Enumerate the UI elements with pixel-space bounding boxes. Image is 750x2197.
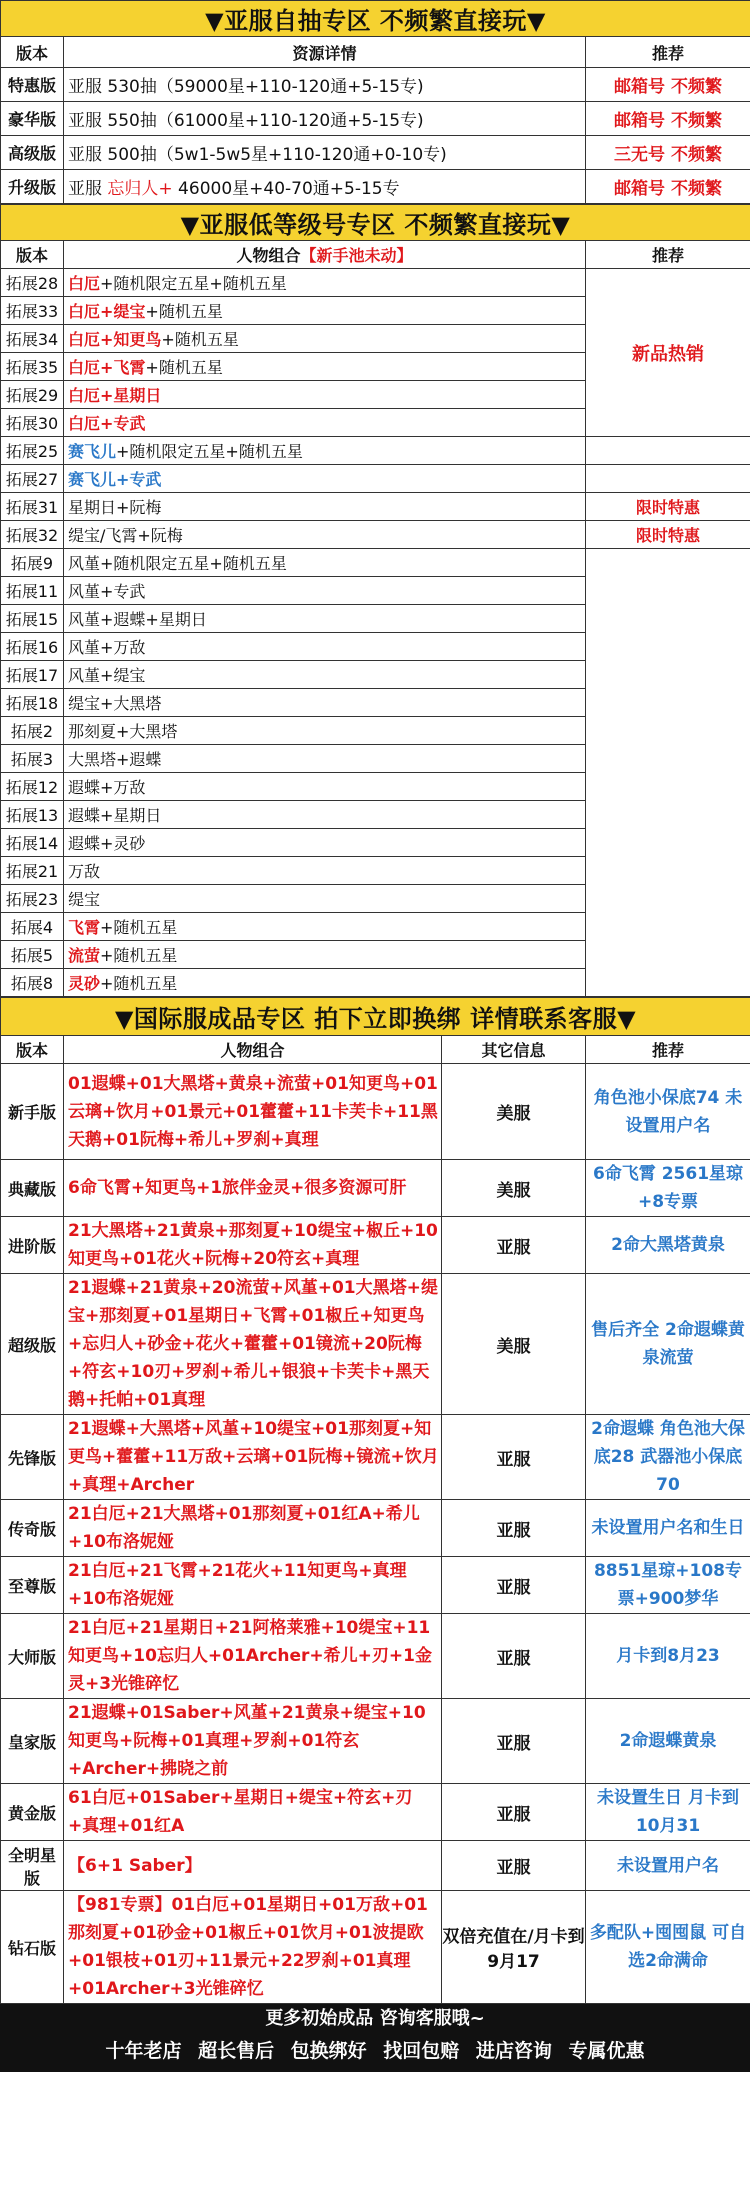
header-recommend: 推荐 xyxy=(586,1036,750,1064)
row-recommend-empty xyxy=(586,465,750,493)
row-combo xyxy=(64,801,586,829)
row-version: 先锋版 xyxy=(1,1415,64,1500)
row-version: 拓展17 xyxy=(1,661,64,689)
row-version: 拓展8 xyxy=(1,969,64,997)
header-resource: 资源详情 xyxy=(64,37,586,68)
row-combo xyxy=(64,549,586,577)
row-version: 黄金版 xyxy=(1,1784,64,1841)
row-combo: 21白厄+21大黑塔+01那刻夏+01红A+希儿+10布洛妮娅 xyxy=(64,1500,442,1557)
table-row xyxy=(1,1217,750,1274)
row-version: 拓展32 xyxy=(1,521,64,549)
table-row xyxy=(1,465,750,493)
combo-part: 万敌 xyxy=(68,862,101,881)
table-row xyxy=(1,1699,750,1784)
combo-part: 遐蝶+万敌 xyxy=(68,778,146,797)
row-combo xyxy=(64,661,586,689)
row-recommend: 未设置生日 月卡到10月31 xyxy=(586,1784,750,1841)
row-recommend: 2命遐蝶黄泉 xyxy=(586,1699,750,1784)
row-combo xyxy=(64,773,586,801)
header-combo: 人物组合 xyxy=(64,1036,442,1064)
rec-empty-block xyxy=(586,549,750,997)
row-other-info: 亚服 xyxy=(442,1557,586,1614)
combo-part: 灵砂 xyxy=(68,974,101,993)
row-recommend: 多配队+囤囤鼠 可自选2命满命 xyxy=(586,1891,750,2004)
row-version: 升级版 xyxy=(1,170,64,204)
table-row xyxy=(1,1614,750,1699)
combo-part: 风堇+万敌 xyxy=(68,638,146,657)
row-combo xyxy=(64,829,586,857)
combo-part: 星期日+阮梅 xyxy=(68,498,162,517)
combo-part: +随机限定五星+随机五星 xyxy=(116,442,303,461)
row-other-info: 亚服 xyxy=(442,1217,586,1274)
row-recommend: 2命遐蝶 角色池大保底28 武器池小保底70 xyxy=(586,1415,750,1500)
combo-part: 大黑塔+遐蝶 xyxy=(68,750,162,769)
combo-part: +随机限定五星+随机五星 xyxy=(100,274,287,293)
header-version: 版本 xyxy=(1,37,64,68)
detail-text: 亚服 xyxy=(68,179,108,199)
row-version: 新手版 xyxy=(1,1064,64,1160)
row-recommend: 邮箱号 不频繁 xyxy=(586,102,750,136)
row-version: 典藏版 xyxy=(1,1160,64,1217)
row-version: 拓展29 xyxy=(1,381,64,409)
header-combo-note: 【新手池未动】 xyxy=(300,246,413,265)
row-recommend: 售后齐全 2命遐蝶黄泉流萤 xyxy=(586,1274,750,1415)
row-version: 钻石版 xyxy=(1,1891,64,2004)
combo-part: 赛飞儿+专武 xyxy=(68,470,162,489)
combo-part: 流萤 xyxy=(68,946,101,965)
row-detail xyxy=(64,102,586,136)
row-version: 拓展16 xyxy=(1,633,64,661)
row-recommend: 邮箱号 不频繁 xyxy=(586,170,750,204)
table-row xyxy=(1,68,750,102)
row-version: 特惠版 xyxy=(1,68,64,102)
row-combo xyxy=(64,689,586,717)
row-version: 拓展2 xyxy=(1,717,64,745)
row-combo: 01遐蝶+01大黑塔+黄泉+流萤+01知更鸟+01云璃+饮月+01景元+01藿藿+11卡芙卡+11黑天鹅+01阮梅+希儿+罗刹+真理 xyxy=(64,1064,442,1160)
row-combo xyxy=(64,633,586,661)
table-row xyxy=(1,1274,750,1415)
row-recommend: 角色池小保底74 未设置用户名 xyxy=(586,1064,750,1160)
row-combo xyxy=(64,969,586,997)
table-row xyxy=(1,493,750,521)
row-combo: 6命飞霄+知更鸟+1旅伴金灵+很多资源可肝 xyxy=(64,1160,442,1217)
combo-part: 遐蝶+星期日 xyxy=(68,806,162,825)
row-combo xyxy=(64,857,586,885)
combo-part: 那刻夏+大黑塔 xyxy=(68,722,178,741)
row-detail xyxy=(64,170,586,204)
section1-table xyxy=(0,0,750,204)
row-combo xyxy=(64,605,586,633)
row-version: 皇家版 xyxy=(1,1699,64,1784)
row-version: 拓展15 xyxy=(1,605,64,633)
row-other-info: 亚服 xyxy=(442,1415,586,1500)
row-combo xyxy=(64,465,586,493)
row-version: 传奇版 xyxy=(1,1500,64,1557)
detail-text: 亚服 530抽（59000星+110-120通+5-15专) xyxy=(68,77,424,97)
combo-part: 缇宝+大黑塔 xyxy=(68,694,162,713)
row-recommend: 未设置用户名 xyxy=(586,1841,750,1891)
row-combo: 【6+1 Saber】 xyxy=(64,1841,442,1891)
table-row xyxy=(1,102,750,136)
rec-limited-offer: 限时特惠 xyxy=(586,521,750,549)
combo-part: 赛飞儿 xyxy=(68,442,117,461)
row-combo: 21遐蝶+21黄泉+20流萤+风堇+01大黑塔+缇宝+那刻夏+01星期日+飞霄+01椒丘+知更鸟+忘归人+砂金+花火+藿藿+01镜流+20阮梅+符玄+10刃+罗刹+希儿+银狼+卡芙卡+黑天鹅+托帕+01真理 xyxy=(64,1274,442,1415)
combo-part: 白厄+星期日 xyxy=(68,386,162,405)
row-other-info: 亚服 xyxy=(442,1841,586,1891)
footer-line1: 更多初始成品 咨询客服哦~ xyxy=(265,2008,485,2029)
combo-part: 飞霄 xyxy=(68,918,101,937)
row-combo xyxy=(64,885,586,913)
row-combo xyxy=(64,381,586,409)
row-version: 全明星版 xyxy=(1,1841,64,1891)
row-combo: 21遐蝶+大黑塔+风堇+10缇宝+01那刻夏+知更鸟+藿藿+11万敌+云璃+01阮梅+镜流+饮月+真理+Archer xyxy=(64,1415,442,1500)
header-combo: 人物组合【新手池未动】 xyxy=(64,241,586,269)
row-other-info: 亚服 xyxy=(442,1500,586,1557)
row-version: 拓展18 xyxy=(1,689,64,717)
row-combo xyxy=(64,325,586,353)
row-detail xyxy=(64,136,586,170)
row-version: 拓展13 xyxy=(1,801,64,829)
detail-text: 亚服 500抽（5w1-5w5星+110-120通+0-10专) xyxy=(68,145,447,165)
row-other-info: 美服 xyxy=(442,1160,586,1217)
row-version: 拓展28 xyxy=(1,269,64,297)
rec-limited-offer: 限时特惠 xyxy=(586,493,750,521)
row-version: 豪华版 xyxy=(1,102,64,136)
combo-part: +随机五星 xyxy=(145,302,223,321)
combo-part: +随机五星 xyxy=(100,946,178,965)
row-recommend: 邮箱号 不频繁 xyxy=(586,68,750,102)
combo-part: 风堇+缇宝 xyxy=(68,666,146,685)
table-row xyxy=(1,1064,750,1160)
combo-part: +随机五星 xyxy=(100,918,178,937)
row-combo xyxy=(64,913,586,941)
row-other-info: 亚服 xyxy=(442,1614,586,1699)
row-version: 拓展23 xyxy=(1,885,64,913)
row-version: 拓展27 xyxy=(1,465,64,493)
combo-part: 白厄+专武 xyxy=(68,414,146,433)
detail-text: 亚服 550抽（61000星+110-120通+5-15专) xyxy=(68,111,424,131)
row-combo xyxy=(64,493,586,521)
table-row xyxy=(1,170,750,204)
row-version: 拓展25 xyxy=(1,437,64,465)
row-other-info: 亚服 xyxy=(442,1699,586,1784)
table-row xyxy=(1,1415,750,1500)
row-version: 拓展3 xyxy=(1,745,64,773)
row-detail xyxy=(64,68,586,102)
table-row xyxy=(1,437,750,465)
row-recommend-empty xyxy=(586,437,750,465)
table-row xyxy=(1,521,750,549)
row-combo xyxy=(64,521,586,549)
combo-part: 白厄+飞霄 xyxy=(68,358,146,377)
combo-part: 缇宝/飞霄+阮梅 xyxy=(68,526,183,545)
combo-part: 风堇+随机限定五星+随机五星 xyxy=(68,554,287,573)
section2-table xyxy=(0,204,750,997)
section3-banner: ▼国际服成品专区 拍下立即换绑 详情联系客服▼ xyxy=(1,998,750,1036)
row-version: 高级版 xyxy=(1,136,64,170)
row-combo: 61白厄+01Saber+星期日+缇宝+符玄+刃+真理+01红A xyxy=(64,1784,442,1841)
table-row xyxy=(1,1841,750,1891)
row-combo xyxy=(64,941,586,969)
footer xyxy=(0,2004,750,2072)
row-recommend: 8851星琼+108专票+900梦华 xyxy=(586,1557,750,1614)
combo-part: 白厄+缇宝 xyxy=(68,302,146,321)
detail-highlight: 忘归人+ xyxy=(107,179,173,199)
footer-line2: 十年老店 超长售后 包换绑好 找回包赔 进店咨询 专属优惠 xyxy=(105,2040,645,2062)
row-version: 超级版 xyxy=(1,1274,64,1415)
row-combo xyxy=(64,717,586,745)
row-version: 大师版 xyxy=(1,1614,64,1699)
row-other-info: 美服 xyxy=(442,1274,586,1415)
section3-table xyxy=(0,997,750,2004)
table-row xyxy=(1,1784,750,1841)
row-version: 拓展4 xyxy=(1,913,64,941)
rec-hot-sale: 新品热销 xyxy=(586,269,750,437)
row-combo: 【981专票】01白厄+01星期日+01万敌+01那刻夏+01砂金+01椒丘+01饮月+01波提欧+01银枝+01刃+11景元+22罗刹+01真理+01Archer+3光锥碎忆 xyxy=(64,1891,442,2004)
row-other-info: 双倍充值在/月卡到9月17 xyxy=(442,1891,586,2004)
table-row xyxy=(1,1500,750,1557)
row-combo: 21遐蝶+01Saber+风堇+21黄泉+缇宝+10知更鸟+阮梅+01真理+罗刹+01符玄+Archer+拂晓之前 xyxy=(64,1699,442,1784)
combo-part: 风堇+遐蝶+星期日 xyxy=(68,610,207,629)
row-recommend: 2命大黑塔黄泉 xyxy=(586,1217,750,1274)
header-other: 其它信息 xyxy=(442,1036,586,1064)
row-other-info: 亚服 xyxy=(442,1784,586,1841)
row-recommend: 月卡到8月23 xyxy=(586,1614,750,1699)
row-version: 拓展12 xyxy=(1,773,64,801)
table-row xyxy=(1,549,750,577)
row-combo xyxy=(64,577,586,605)
combo-part: 白厄+知更鸟 xyxy=(68,330,162,349)
header-recommend: 推荐 xyxy=(586,241,750,269)
section2-banner: ▼亚服低等级号专区 不频繁直接玩▼ xyxy=(1,205,750,241)
row-recommend: 三无号 不频繁 xyxy=(586,136,750,170)
row-version: 拓展9 xyxy=(1,549,64,577)
header-recommend: 推荐 xyxy=(586,37,750,68)
row-combo xyxy=(64,297,586,325)
detail-text: 46000星+40-70通+5-15专 xyxy=(172,179,400,199)
row-combo xyxy=(64,269,586,297)
row-version: 拓展5 xyxy=(1,941,64,969)
table-row xyxy=(1,1160,750,1217)
row-version: 拓展33 xyxy=(1,297,64,325)
table-row xyxy=(1,269,750,297)
row-version: 拓展35 xyxy=(1,353,64,381)
row-version: 拓展21 xyxy=(1,857,64,885)
row-version: 拓展14 xyxy=(1,829,64,857)
row-version: 拓展31 xyxy=(1,493,64,521)
row-recommend: 6命飞霄 2561星琼+8专票 xyxy=(586,1160,750,1217)
combo-part: +随机五星 xyxy=(161,330,239,349)
row-version: 拓展34 xyxy=(1,325,64,353)
table-row xyxy=(1,136,750,170)
combo-part: +随机五星 xyxy=(145,358,223,377)
row-version: 拓展11 xyxy=(1,577,64,605)
header-version: 版本 xyxy=(1,241,64,269)
header-version: 版本 xyxy=(1,1036,64,1064)
row-combo xyxy=(64,745,586,773)
combo-part: 遐蝶+灵砂 xyxy=(68,834,146,853)
table-row xyxy=(1,1557,750,1614)
row-combo xyxy=(64,353,586,381)
row-version: 拓展30 xyxy=(1,409,64,437)
row-version: 至尊版 xyxy=(1,1557,64,1614)
row-combo xyxy=(64,409,586,437)
row-recommend: 未设置用户名和生日 xyxy=(586,1500,750,1557)
row-combo xyxy=(64,437,586,465)
combo-part: 白厄 xyxy=(68,274,101,293)
row-version: 进阶版 xyxy=(1,1217,64,1274)
row-combo: 21白厄+21星期日+21阿格莱雅+10缇宝+11知更鸟+10忘归人+01Archer+希儿+刃+1金灵+3光锥碎忆 xyxy=(64,1614,442,1699)
section1-banner: ▼亚服自抽专区 不频繁直接玩▼ xyxy=(1,1,750,37)
combo-part: 缇宝 xyxy=(68,890,101,909)
combo-part: +随机五星 xyxy=(100,974,178,993)
row-combo: 21白厄+21飞霄+21花火+11知更鸟+真理+10布洛妮娅 xyxy=(64,1557,442,1614)
combo-part: 风堇+专武 xyxy=(68,582,146,601)
row-combo: 21大黑塔+21黄泉+那刻夏+10缇宝+椒丘+10知更鸟+01花火+阮梅+20符玄+真理 xyxy=(64,1217,442,1274)
row-other-info: 美服 xyxy=(442,1064,586,1160)
table-row xyxy=(1,1891,750,2004)
